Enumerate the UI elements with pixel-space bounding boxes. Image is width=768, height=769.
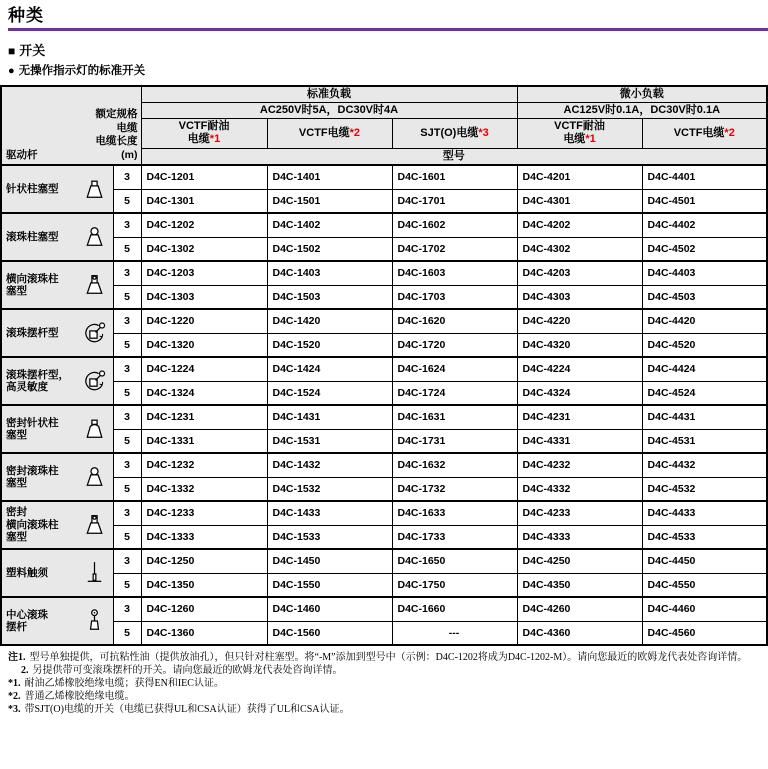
table-row <box>1 285 767 309</box>
model-cell: D4C-4560 <box>642 621 767 645</box>
load-group-micro: 微小负载 <box>517 86 767 102</box>
actuator-cell <box>1 597 113 645</box>
model-cell: D4C-4460 <box>642 597 767 621</box>
cable-column-label: VCTF耐油 <box>178 120 230 132</box>
note-reference: *2 <box>349 126 361 139</box>
model-cell: D4C-4503 <box>642 285 767 309</box>
footnote-prefix: 注1. <box>8 652 26 663</box>
cable-length-cell: 5 <box>113 333 141 357</box>
actuator-label: 滚珠柱塞型 <box>6 230 59 243</box>
actuator-cell <box>1 453 113 501</box>
cable-length-cell: 3 <box>113 309 141 333</box>
model-cell: D4C-1203 <box>141 261 267 285</box>
model-cell: D4C-4531 <box>642 429 767 453</box>
model-cell: D4C-1720 <box>392 333 517 357</box>
section-heading <box>8 43 768 59</box>
cable-length-cell: 3 <box>113 357 141 381</box>
model-cell: D4C-1303 <box>141 285 267 309</box>
model-cell: D4C-4424 <box>642 357 767 381</box>
cable-length-cell: 3 <box>113 165 141 189</box>
model-cell: D4C-4233 <box>517 501 642 525</box>
model-cell: D4C-4350 <box>517 573 642 597</box>
model-cell: D4C-1402 <box>267 213 392 237</box>
model-cell: D4C-4232 <box>517 453 642 477</box>
model-cell: D4C-4432 <box>642 453 767 477</box>
model-cell: D4C-1501 <box>267 189 392 213</box>
model-cell: D4C-4302 <box>517 237 642 261</box>
actuator-cell <box>1 405 113 453</box>
model-cell: D4C-1232 <box>141 453 267 477</box>
square-bullet-icon: ■ <box>8 44 16 58</box>
footnote-prefix: *2. <box>8 691 21 702</box>
cable-column-header <box>392 118 517 148</box>
cable-column-label: 电缆*1 <box>563 133 596 145</box>
cable-length-cell: 5 <box>113 381 141 405</box>
accent-rule <box>8 28 768 31</box>
cable-length-cell: 3 <box>113 213 141 237</box>
model-cell: D4C-1424 <box>267 357 392 381</box>
cable-column-label: SJT(O)电缆*3 <box>420 126 489 139</box>
actuator-cell <box>1 165 113 213</box>
actuator-label: 密封滚珠柱 塞型 <box>6 464 59 489</box>
circle-bullet-icon: ● <box>8 65 15 77</box>
model-cell: D4C-1350 <box>141 573 267 597</box>
model-cell: D4C-1224 <box>141 357 267 381</box>
model-cell: D4C-4202 <box>517 213 642 237</box>
roller-lever-high-sensitivity-icon <box>81 368 108 395</box>
actuator-cell <box>1 501 113 549</box>
table-row <box>1 573 767 597</box>
model-cell: D4C-1733 <box>392 525 517 549</box>
cable-column-header <box>517 118 642 148</box>
model-cell: D4C-4431 <box>642 405 767 429</box>
cable-length-cell: 5 <box>113 477 141 501</box>
actuator-label: 横向滚珠柱 塞型 <box>6 272 59 297</box>
model-cell: D4C-4303 <box>517 285 642 309</box>
model-cell: D4C-4403 <box>642 261 767 285</box>
actuator-column-label: 驱动杆 <box>6 149 38 161</box>
model-cell: D4C-1401 <box>267 165 392 189</box>
table-row <box>1 525 767 549</box>
model-cell: D4C-1231 <box>141 405 267 429</box>
model-cell: D4C-1620 <box>392 309 517 333</box>
model-cell: D4C-1202 <box>141 213 267 237</box>
cable-length-cell: 3 <box>113 261 141 285</box>
rating-standard: AC250V时5A，DC30V时4A <box>141 102 517 118</box>
subsection-heading <box>8 64 768 78</box>
plastic-rod-icon <box>81 560 108 587</box>
sealed-cross-roller-plunger-icon <box>81 512 108 539</box>
model-cell: D4C-1432 <box>267 453 392 477</box>
actuator-label: 中心滚珠 摆杆 <box>6 608 48 633</box>
table-row <box>1 429 767 453</box>
model-cell: D4C-1632 <box>392 453 517 477</box>
model-cell: D4C-1703 <box>392 285 517 309</box>
model-cell: D4C-4201 <box>517 165 642 189</box>
footnote-text: 带SJT(O)电缆的开关（电缆已获得UL和CSA认证）获得了UL和CSA认证。 <box>24 704 350 715</box>
model-cell: D4C-1360 <box>141 621 267 645</box>
table-row <box>1 309 767 333</box>
actuator-label: 针状柱塞型 <box>6 182 59 195</box>
page-title: 种类 <box>8 6 44 25</box>
model-cell: D4C-1260 <box>141 597 267 621</box>
model-cell: D4C-4450 <box>642 549 767 573</box>
model-cell: D4C-1460 <box>267 597 392 621</box>
model-cell: D4C-1302 <box>141 237 267 261</box>
table-row <box>1 501 767 525</box>
model-cell: D4C-4502 <box>642 237 767 261</box>
model-cell: D4C-1601 <box>392 165 517 189</box>
model-cell: D4C-4402 <box>642 213 767 237</box>
model-cell: D4C-4550 <box>642 573 767 597</box>
table-row <box>1 477 767 501</box>
model-cell: D4C-1320 <box>141 333 267 357</box>
cable-length-cell: 5 <box>113 621 141 645</box>
cable-length-cell: 5 <box>113 237 141 261</box>
model-selection-table <box>0 85 768 646</box>
note-reference: *2 <box>724 126 735 139</box>
model-cell: D4C-4360 <box>517 621 642 645</box>
cross-roller-plunger-icon <box>81 272 108 299</box>
cable-column-label: 电缆*1 <box>187 133 221 145</box>
roller-lever-icon <box>81 320 108 347</box>
model-cell: D4C-1324 <box>141 381 267 405</box>
actuator-label: 密封针状柱 塞型 <box>6 416 59 441</box>
model-cell: D4C-4331 <box>517 429 642 453</box>
model-cell: D4C-1524 <box>267 381 392 405</box>
table-row <box>1 165 767 189</box>
model-row-label: 型号 <box>141 148 767 165</box>
model-cell: D4C-1603 <box>392 261 517 285</box>
load-group-standard: 标准负载 <box>141 86 517 102</box>
cable-length-cell: 3 <box>113 453 141 477</box>
rating-micro: AC125V时0.1A，DC30V时0.1A <box>517 102 767 118</box>
actuator-cell <box>1 261 113 309</box>
model-cell: D4C-1724 <box>392 381 517 405</box>
cable-column-label: VCTF电缆*2 <box>298 126 361 139</box>
cable-length-cell: 3 <box>113 597 141 621</box>
model-cell: --- <box>392 621 517 645</box>
table-row <box>1 597 767 621</box>
model-cell: D4C-4260 <box>517 597 642 621</box>
model-cell: D4C-4203 <box>517 261 642 285</box>
model-cell: D4C-1732 <box>392 477 517 501</box>
model-cell: D4C-1301 <box>141 189 267 213</box>
table-row <box>1 453 767 477</box>
model-cell: D4C-1403 <box>267 261 392 285</box>
model-cell: D4C-4220 <box>517 309 642 333</box>
sealed-ball-plunger-icon <box>81 464 108 491</box>
model-cell: D4C-4231 <box>517 405 642 429</box>
actuator-label: 密封 横向滚珠柱 塞型 <box>6 506 59 544</box>
cable-column-header <box>267 118 392 148</box>
footnote <box>21 664 762 677</box>
footnote-prefix: *1. <box>8 678 21 689</box>
model-cell: D4C-1550 <box>267 573 392 597</box>
model-cell: D4C-1532 <box>267 477 392 501</box>
model-cell: D4C-1431 <box>267 405 392 429</box>
corner-rating-label: 额定规格 电缆 电缆长度 (m) <box>95 108 138 161</box>
note-reference: *1 <box>209 133 221 145</box>
model-cell: D4C-4420 <box>642 309 767 333</box>
cable-column-header <box>642 118 767 148</box>
footnote-text: 普通乙烯橡胶绝缘电缆。 <box>24 691 135 702</box>
cable-length-cell: 5 <box>113 189 141 213</box>
actuator-cell <box>1 213 113 261</box>
model-cell: D4C-4333 <box>517 525 642 549</box>
actuator-label: 塑料触须 <box>6 566 48 579</box>
model-cell: D4C-1250 <box>141 549 267 573</box>
table-row <box>1 381 767 405</box>
model-cell: D4C-4320 <box>517 333 642 357</box>
table-row <box>1 333 767 357</box>
model-cell: D4C-4332 <box>517 477 642 501</box>
model-cell: D4C-1624 <box>392 357 517 381</box>
model-cell: D4C-4532 <box>642 477 767 501</box>
footnote <box>8 703 762 716</box>
model-cell: D4C-1233 <box>141 501 267 525</box>
model-cell: D4C-1333 <box>141 525 267 549</box>
note-reference: *3 <box>478 126 489 139</box>
cable-length-cell: 5 <box>113 429 141 453</box>
model-cell: D4C-1660 <box>392 597 517 621</box>
actuator-cell <box>1 309 113 357</box>
footnote-text: 耐油乙烯橡胶绝缘电缆；获得EN和IEC认证。 <box>24 678 224 689</box>
model-cell: D4C-4501 <box>642 189 767 213</box>
model-cell: D4C-4524 <box>642 381 767 405</box>
footnote-text: 型号单独提供，可抗粘性油（提供放油孔），但只针对柱塞型。将“-M”添加到型号中（示例：D4C-1202将成为D4C-1202-M）。请向您最近的欧姆龙代表处咨询详情。 <box>29 652 748 663</box>
footnote <box>8 651 762 664</box>
model-cell: D4C-1560 <box>267 621 392 645</box>
model-cell: D4C-4301 <box>517 189 642 213</box>
table-row <box>1 237 767 261</box>
cable-length-cell: 3 <box>113 549 141 573</box>
model-cell: D4C-1502 <box>267 237 392 261</box>
footnote <box>8 690 762 703</box>
sealed-pin-plunger-icon <box>81 416 108 443</box>
model-cell: D4C-1450 <box>267 549 392 573</box>
note-reference: *1 <box>585 133 596 145</box>
model-cell: D4C-1750 <box>392 573 517 597</box>
model-cell: D4C-1220 <box>141 309 267 333</box>
model-cell: D4C-1520 <box>267 333 392 357</box>
model-cell: D4C-1702 <box>392 237 517 261</box>
model-cell: D4C-1433 <box>267 501 392 525</box>
actuator-cell <box>1 549 113 597</box>
actuator-label: 滚珠摆杆型， 高灵敏度 <box>6 368 69 393</box>
footnote <box>8 677 762 690</box>
footnote-prefix: *3. <box>8 704 21 715</box>
footnote-text: 另提供带可变滚珠摆杆的开关。请向您最近的欧姆龙代表处咨询详情。 <box>32 665 343 676</box>
corner-header-cell <box>1 86 141 165</box>
table-row <box>1 189 767 213</box>
table-row <box>1 213 767 237</box>
model-cell: D4C-4433 <box>642 501 767 525</box>
table-row <box>1 405 767 429</box>
center-roller-lever-icon <box>81 608 108 635</box>
pin-plunger-icon <box>81 176 108 203</box>
cable-column-label: VCTF电缆*2 <box>673 126 735 139</box>
ball-plunger-icon <box>81 224 108 251</box>
model-cell: D4C-4401 <box>642 165 767 189</box>
cable-column-header <box>141 118 267 148</box>
footnotes <box>8 651 762 716</box>
model-cell: D4C-4324 <box>517 381 642 405</box>
table-row <box>1 357 767 381</box>
cable-column-label: VCTF耐油 <box>554 120 605 132</box>
model-cell: D4C-1201 <box>141 165 267 189</box>
model-cell: D4C-4250 <box>517 549 642 573</box>
table-row <box>1 261 767 285</box>
model-cell: D4C-1332 <box>141 477 267 501</box>
model-cell: D4C-1531 <box>267 429 392 453</box>
model-cell: D4C-1633 <box>392 501 517 525</box>
catalog-page <box>0 6 768 769</box>
model-cell: D4C-1731 <box>392 429 517 453</box>
model-cell: D4C-1420 <box>267 309 392 333</box>
actuator-label: 滚珠摆杆型 <box>6 326 59 339</box>
model-cell: D4C-1533 <box>267 525 392 549</box>
cable-length-cell: 5 <box>113 573 141 597</box>
cable-length-cell: 3 <box>113 501 141 525</box>
footnote-prefix: 2. <box>21 665 29 676</box>
model-cell: D4C-1602 <box>392 213 517 237</box>
model-cell: D4C-4533 <box>642 525 767 549</box>
model-cell: D4C-1650 <box>392 549 517 573</box>
cable-length-cell: 5 <box>113 525 141 549</box>
cable-length-cell: 3 <box>113 405 141 429</box>
model-cell: D4C-4224 <box>517 357 642 381</box>
model-cell: D4C-1331 <box>141 429 267 453</box>
table-row <box>1 549 767 573</box>
model-cell: D4C-4520 <box>642 333 767 357</box>
model-cell: D4C-1631 <box>392 405 517 429</box>
table-row <box>1 621 767 645</box>
cable-length-cell: 5 <box>113 285 141 309</box>
actuator-cell <box>1 357 113 405</box>
subsection-label: 无操作指示灯的标准开关 <box>18 65 146 77</box>
section-label: 开关 <box>19 43 46 58</box>
model-cell: D4C-1503 <box>267 285 392 309</box>
model-cell: D4C-1701 <box>392 189 517 213</box>
